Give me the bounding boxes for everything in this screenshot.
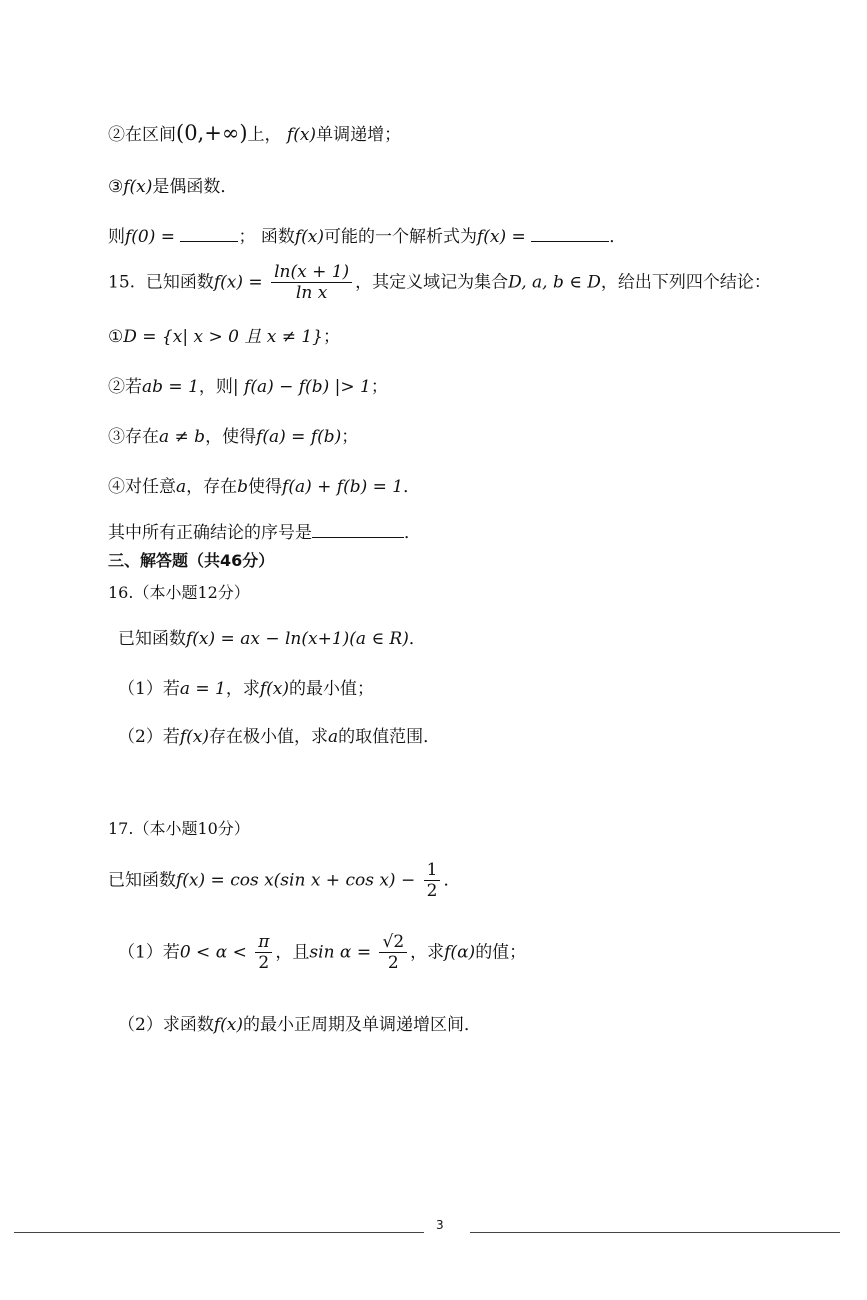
q16-expr: f(x) = ax − ln(x+1)(a ∈ R) — [186, 629, 409, 649]
q17-pi-fraction — [255, 932, 272, 974]
footer-rule-right — [470, 1232, 840, 1233]
q15-ask — [108, 518, 421, 543]
q14-fill-mid2: 可能的一个解析式为 — [324, 227, 477, 247]
q15-c3-end: ； — [341, 427, 359, 447]
q15-c1-end: ； — [323, 327, 340, 347]
q15-c2-mark: ②若 — [108, 377, 142, 397]
q17-part-2 — [118, 1010, 481, 1035]
q15-number: 15. — [108, 272, 136, 293]
footer-rule-left — [14, 1232, 424, 1233]
q14-item2-label: ②在区间 — [108, 125, 176, 145]
q17-sqrt-fraction — [379, 932, 407, 974]
page-number: 3 — [436, 1218, 444, 1232]
q15-c2-expr: | f(a) − f(b) |> 1 — [232, 377, 371, 397]
q15-c4-a: a — [176, 477, 187, 497]
q17-pi-den: 2 — [258, 953, 270, 974]
q16-p1-cond: a = 1 — [179, 679, 226, 699]
q15-c2-mid: ，则 — [198, 377, 233, 397]
q15-conclusion-4 — [108, 472, 420, 497]
q16-p2-fx: f(x) — [179, 727, 209, 747]
q14-fill-end: ． — [609, 227, 627, 247]
q15-c4-mid: ，存在 — [186, 477, 238, 497]
q17-stem-text: 已知函数 — [108, 870, 176, 891]
q16-stem — [118, 624, 426, 649]
q14-fill-line — [108, 222, 626, 247]
q17-header: 17.（本小题10分） — [108, 819, 250, 838]
q14-item2-tail: 单调递增； — [316, 125, 402, 145]
q15-c3-mid: ，使得 — [205, 427, 257, 447]
q17-sqrt-num: √2 — [379, 932, 407, 953]
q15-c4-mid2: 使得 — [248, 477, 283, 497]
q17-expr: f(x) = cos x(sin x + cos x) − — [176, 870, 416, 891]
q14-fill-mid: ； 函数 — [238, 227, 295, 247]
q15-c4-mark: ④对任意 — [108, 477, 176, 497]
q15-c2-end: ； — [370, 377, 388, 397]
q16-p1-end: 的最小值； — [289, 679, 374, 699]
q16-p1-fx: f(x) — [259, 679, 289, 699]
q15-c3-ab: a ≠ b — [159, 427, 206, 447]
q17-part-1 — [118, 932, 526, 974]
q17-fraction — [424, 860, 441, 902]
q15-frac-num: ln(x + 1) — [271, 262, 352, 283]
q17-stem — [108, 860, 460, 902]
q15-conclusion-1 — [108, 322, 340, 347]
q17-frac-den: 2 — [426, 881, 438, 902]
q17-p1-cond: 0 < α < — [179, 942, 247, 963]
q17-p1-sin: sin α = — [309, 942, 372, 963]
q17-p1-end: 的值； — [475, 942, 527, 963]
q15-frac-den: ln x — [295, 283, 328, 304]
q14-item-3 — [108, 172, 237, 197]
q17-p2-end: 的最小正周期及单调递增区间． — [242, 1015, 481, 1035]
q14-fill-prefix: 则 — [108, 227, 125, 247]
q15-intro: 已知函数 — [145, 272, 214, 293]
answer-blank-3[interactable] — [312, 521, 404, 538]
q16-part-2 — [118, 722, 440, 747]
q16-p1-mid: ，求 — [225, 679, 260, 699]
q17-p2-mark: （2）求函数 — [118, 1015, 214, 1035]
q15-ask-text: 其中所有正确结论的序号是 — [108, 523, 312, 543]
q17-sqrt-den: 2 — [387, 953, 399, 974]
q16-p2-mid: 存在极小值，求 — [208, 727, 328, 747]
q14-f0: f(0) = — [125, 227, 176, 247]
q15-c1-mark: ① — [108, 327, 124, 347]
q15-c3-expr: f(a) = f(b) — [256, 427, 342, 447]
q14-item-2 — [108, 120, 401, 145]
q15-c4-b: b — [237, 477, 249, 497]
q15-c4-expr: f(a) + f(b) = 1 — [282, 477, 404, 497]
q16-p2-a: a — [327, 727, 339, 747]
q14-item2-rest: 上， — [247, 125, 282, 145]
q15-c1: D = {x| x > 0 且 x ≠ 1} — [123, 327, 323, 347]
q15-set: D, a, b ∈ D — [508, 272, 601, 293]
q14-item3-mark: ③ — [108, 177, 124, 197]
q16-stem-end: ． — [408, 629, 426, 649]
q17-p1-mid2: ，求 — [410, 942, 445, 963]
q16-p2-mark: （2）若 — [118, 727, 180, 747]
q17-frac-num: 1 — [424, 860, 441, 881]
q15-conclusion-2 — [108, 372, 388, 397]
q14-fill-fx2: f(x) = — [477, 227, 526, 247]
q14-fill-fx: f(x) — [294, 227, 324, 247]
q17-p2-fx: f(x) — [213, 1015, 243, 1035]
q14-item2-fx: f(x) — [286, 125, 317, 145]
q15-stem — [108, 262, 771, 304]
q14-item3-fx: f(x) — [123, 177, 153, 197]
q14-item2-interval: (0,+∞) — [176, 121, 248, 145]
q14-item3-tail: 是偶函数． — [152, 177, 238, 197]
q15-ask-end: ． — [404, 523, 421, 543]
answer-blank-1[interactable] — [180, 225, 238, 242]
q15-c3-mark: ③存在 — [108, 427, 159, 447]
q16-stem-text: 已知函数 — [118, 629, 186, 649]
q15-fx: f(x) = — [213, 272, 263, 293]
q17-stem-end: ． — [443, 870, 461, 891]
answer-blank-2[interactable] — [531, 225, 609, 242]
section-3-title: 三、解答题（共46分） — [108, 551, 275, 570]
q15-c4-end: ． — [403, 477, 421, 497]
q16-p1-mark: （1）若 — [118, 679, 180, 699]
q15-c2-ab: ab = 1 — [142, 377, 199, 397]
q16-part-1 — [118, 674, 374, 699]
q17-pi-num: π — [255, 932, 272, 953]
q16-p2-end: 的取值范围． — [338, 727, 441, 747]
q15-conclusion-3 — [108, 422, 358, 447]
q17-p1-fa: f(α) — [444, 942, 476, 963]
q15-intro3: ，给出下列四个结论： — [600, 272, 771, 293]
q17-p1-mid: ，且 — [275, 942, 310, 963]
q16-header: 16.（本小题12分） — [108, 583, 250, 602]
q15-fraction — [271, 262, 352, 304]
q17-p1-mark: （1）若 — [118, 942, 180, 963]
q15-intro2: ，其定义域记为集合 — [355, 272, 509, 293]
